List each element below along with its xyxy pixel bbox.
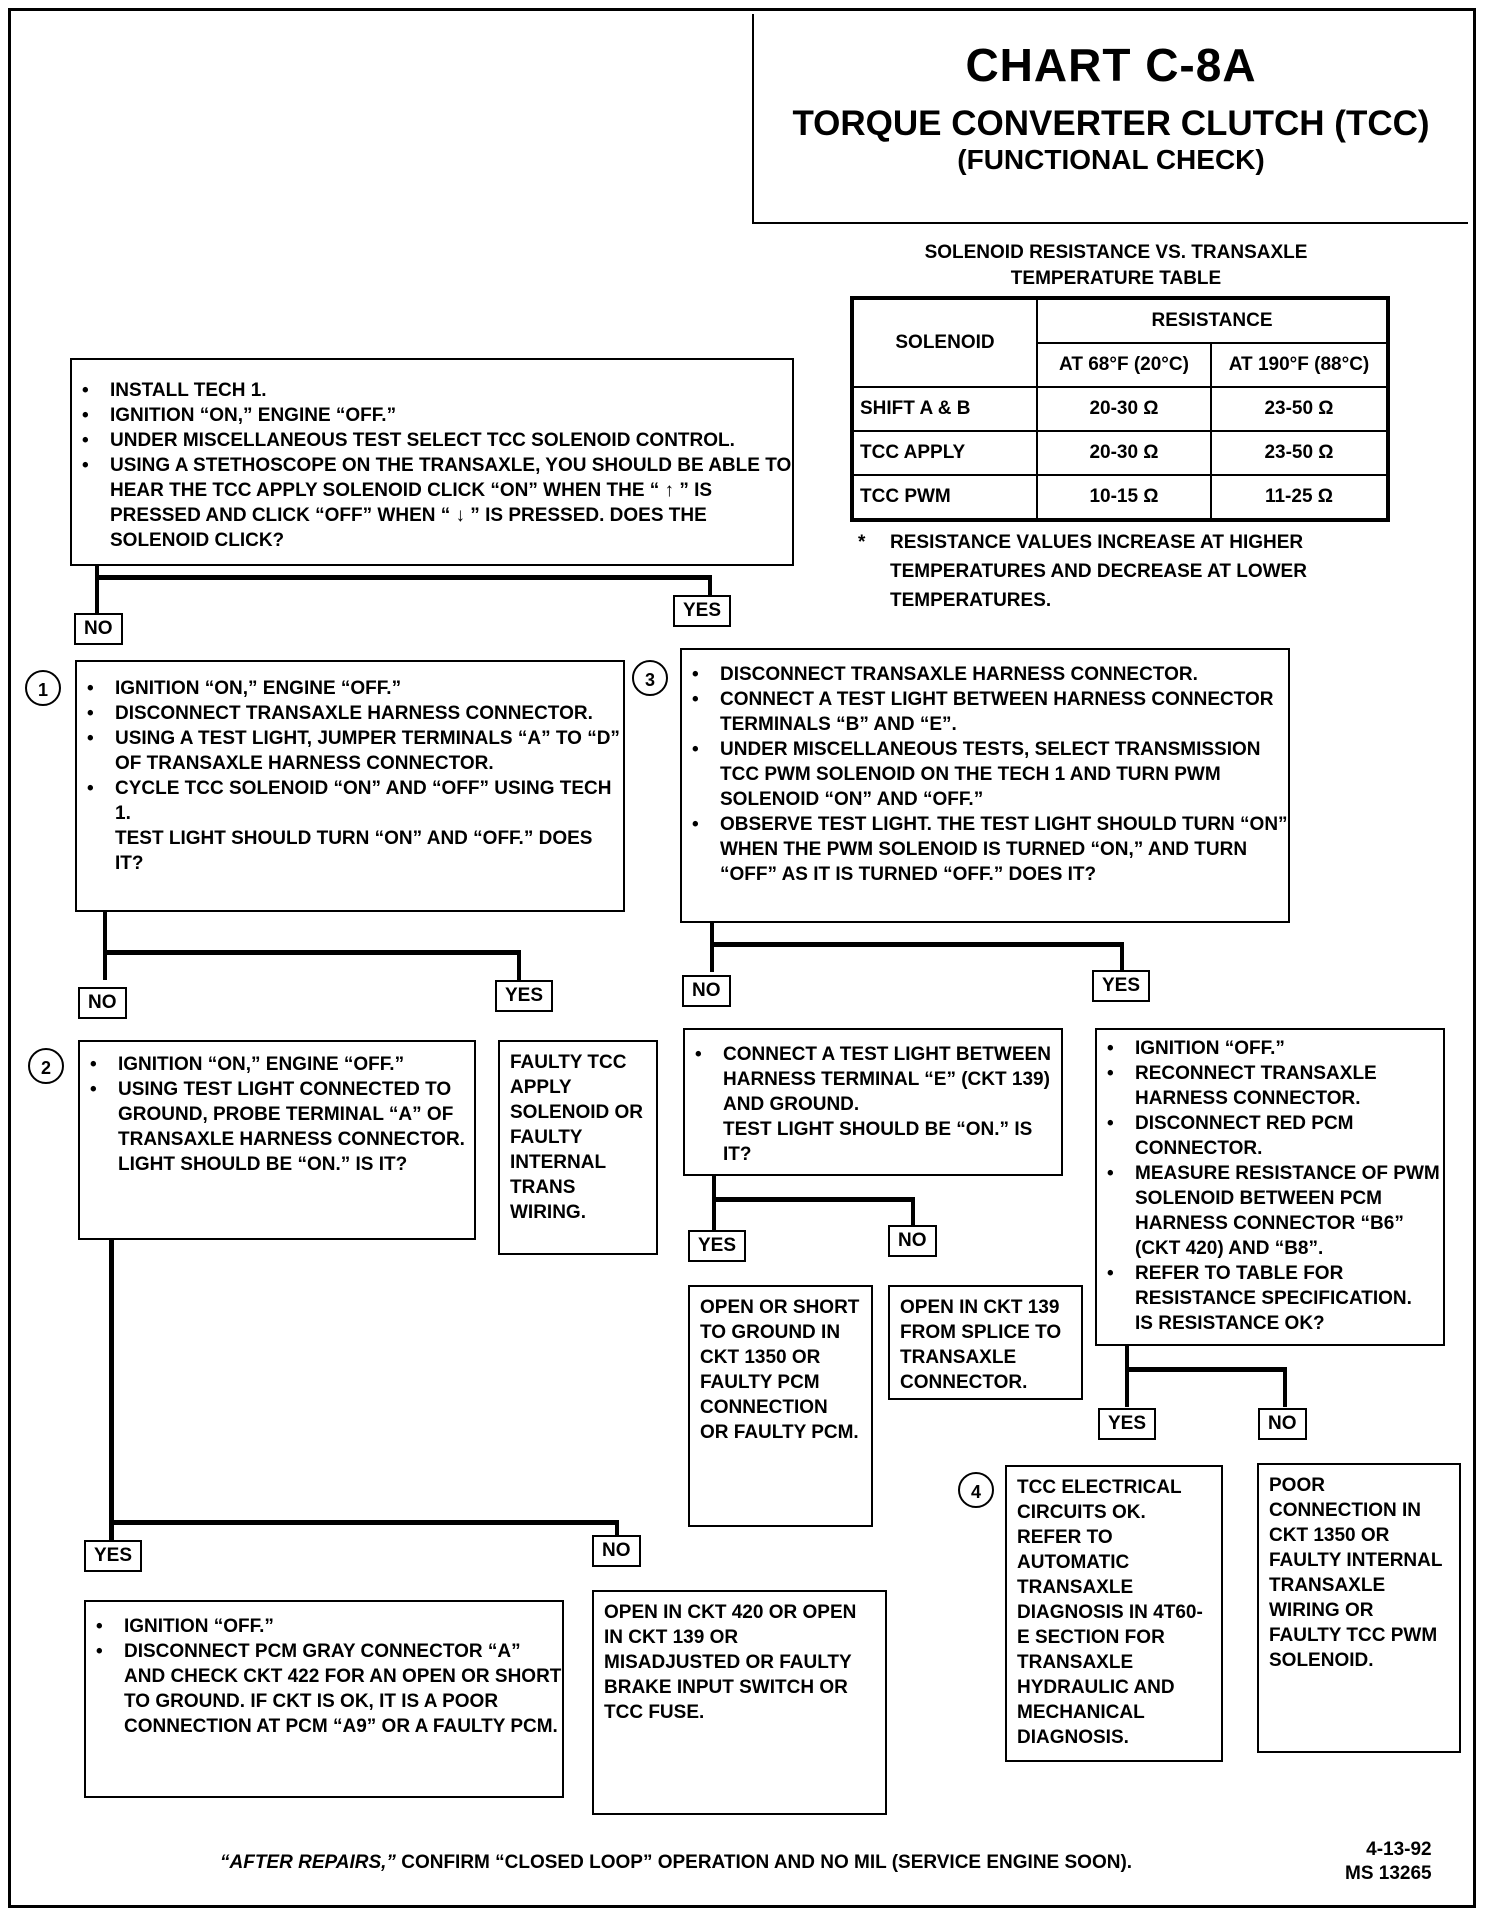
connector-line — [1125, 1345, 1129, 1407]
connector-line — [109, 1240, 114, 1545]
no-label: NO — [74, 613, 123, 645]
faulty-apply-box: FAULTY TCC APPLY SOLENOID OR FAULTY INTERNAL TRANS WIRING. — [498, 1040, 658, 1255]
connector-line — [1125, 1367, 1287, 1372]
no-label: NO — [1258, 1408, 1307, 1440]
title-block — [752, 14, 1468, 224]
date-code: 4-13-92 MS 13265 — [1345, 1839, 1432, 1884]
open-420-box: OPEN IN CKT 420 OR OPEN IN CKT 139 OR MISADJUSTED OR FAULTY BRAKE INPUT SWITCH OR TCC FUSE. — [592, 1590, 887, 1815]
header-resistance: RESISTANCE — [1037, 298, 1388, 343]
header-190: AT 190°F (88°C) — [1211, 343, 1388, 387]
table-note: * RESISTANCE VALUES INCREASE AT HIGHER TEMPERATURES AND DECREASE AT LOWER TEMPERATURES. — [858, 532, 1307, 611]
connect-light-box: • CONNECT A TEST LIGHT BETWEEN HARNESS TERMINAL “E” (CKT 139) AND GROUND. TEST LIGHT SHOULD BE “ON.” IS IT? — [683, 1028, 1063, 1176]
chart-subtitle: (FUNCTIONAL CHECK) — [957, 144, 1265, 175]
step-number: 4 — [958, 1472, 994, 1508]
open-139-box: OPEN IN CKT 139 FROM SPLICE TO TRANSAXLE CONNECTOR. — [888, 1285, 1083, 1400]
open-short-box: OPEN OR SHORT TO GROUND IN CKT 1350 OR FAULTY PCM CONNECTION OR FAULTY PCM. — [688, 1285, 873, 1527]
chart-number: CHART C-8A — [965, 39, 1257, 91]
step3-box: • DISCONNECT TRANSAXLE HARNESS CONNECTOR. • CONNECT A TEST LIGHT BETWEEN HARNESS CONNECTOR TERMINALS “B” AND “E”. • UNDER MISCELLANEOUS TESTS, SELECT TRANSMISSION TCC PWM SOLENOID ON THE TECH 1 AND TURN PWM SOLENOID “ON” AND “OFF.” • OBSERVE TEST LIGHT. THE TEST LIGHT SHOULD TURN “ON” WHEN THE PWM SOLENOID IS TURNED “ON,” AND TURN “OFF” AS IT IS TURNED “OFF.” DOES IT? — [680, 648, 1290, 923]
no-label: NO — [592, 1535, 641, 1567]
measure-box: • IGNITION “OFF.” • RECONNECT TRANSAXLE HARNESS CONNECTOR. • DISCONNECT RED PCM CONNECTOR. • MEASURE RESISTANCE OF PWM SOLENOID BETWEEN PCM HARNESS CONNECTOR “B6” (CKT 420) AND “B8”. • REFER TO TABLE FOR RESISTANCE SPECIFICATION. IS RESISTANCE OK? — [1095, 1028, 1445, 1346]
connector-line — [712, 1197, 915, 1202]
connector-line — [517, 950, 521, 980]
header-solenoid: SOLENOID — [852, 298, 1037, 387]
step-number: 2 — [28, 1048, 64, 1084]
yes-label: YES — [1098, 1408, 1156, 1440]
connector-line — [712, 1175, 716, 1237]
table-row: TCC PWM 10-15 Ω 11-25 Ω — [852, 475, 1388, 520]
step1-box: • IGNITION “ON,” ENGINE “OFF.” • DISCONNECT TRANSAXLE HARNESS CONNECTOR. • USING A TEST LIGHT, JUMPER TERMINALS “A” TO “D” OF TRANSAXLE HARNESS CONNECTOR. • CYCLE TCC SOLENOID “ON” AND “OFF” USING TECH 1. TEST LIGHT SHOULD TURN “ON” AND “OFF.” DOES IT? — [75, 660, 625, 912]
yes-label: YES — [673, 595, 731, 627]
connector-line — [708, 575, 712, 595]
chart-title: TORQUE CONVERTER CLUTCH (TCC) — [792, 104, 1430, 143]
table-row: SHIFT A & B 20-30 Ω 23-50 Ω — [852, 387, 1388, 431]
connector-line — [710, 942, 1124, 947]
connector-line — [109, 1520, 619, 1525]
no-label: NO — [78, 987, 127, 1019]
table-row: TCC APPLY 20-30 Ω 23-50 Ω — [852, 431, 1388, 475]
start-box: • INSTALL TECH 1. • IGNITION “ON,” ENGINE “OFF.” • UNDER MISCELLANEOUS TEST SELECT TCC SOLENOID CONTROL. • USING A STETHOSCOPE ON THE TRANSAXLE, YOU SHOULD BE ABLE TO HEAR THE TCC APPLY SOLENOID CLICK “ON” WHEN THE “ ↑ ” IS PRESSED AND CLICK “OFF” WHEN “ ↓ ” IS PRESSED. DOES THE SOLENOID CLICK? — [70, 358, 794, 566]
footer-note: “AFTER REPAIRS,” CONFIRM “CLOSED LOOP” OPERATION AND NO MIL (SERVICE ENGINE SOON). — [220, 1852, 1133, 1873]
yes-label: YES — [495, 980, 553, 1012]
resistance-table — [850, 296, 1390, 522]
tcc-ok-box: TCC ELECTRICAL CIRCUITS OK. REFER TO AUTOMATIC TRANSAXLE DIAGNOSIS IN 4T60-E SECTION FOR TRANSAXLE HYDRAULIC AND MECHANICAL DIAGNOSIS. — [1005, 1465, 1223, 1762]
poor-connection-box: POOR CONNECTION IN CKT 1350 OR FAULTY INTERNAL TRANSAXLE WIRING OR FAULTY TCC PWM SOLENOID. — [1257, 1463, 1461, 1753]
connector-line — [710, 922, 714, 972]
connector-line — [911, 1197, 915, 1227]
yes-label: YES — [1092, 970, 1150, 1002]
table-caption: SOLENOID RESISTANCE VS. TRANSAXLE TEMPERATURE TABLE — [924, 242, 1308, 289]
gray-connector-box: • IGNITION “OFF.” • DISCONNECT PCM GRAY CONNECTOR “A” AND CHECK CKT 422 FOR AN OPEN OR SHORT TO GROUND. IF CKT IS OK, IT IS A POOR CONNECTION AT PCM “A9” OR A FAULTY PCM. — [84, 1600, 564, 1798]
step-number: 1 — [25, 670, 61, 706]
connector-line — [103, 950, 521, 955]
connector-line — [95, 575, 712, 580]
yes-label: YES — [84, 1540, 142, 1572]
connector-line — [1120, 942, 1124, 972]
header-68: AT 68°F (20°C) — [1037, 343, 1211, 387]
connector-line — [95, 565, 99, 615]
connector-line — [103, 910, 107, 980]
step2-box: • IGNITION “ON,” ENGINE “OFF.” • USING TEST LIGHT CONNECTED TO GROUND, PROBE TERMINAL “A” OF TRANSAXLE HARNESS CONNECTOR. LIGHT SHOULD BE “ON.” IS IT? — [78, 1040, 476, 1240]
step-number: 3 — [632, 660, 668, 696]
connector-line — [1283, 1367, 1287, 1407]
yes-label: YES — [688, 1230, 746, 1262]
no-label: NO — [682, 975, 731, 1007]
no-label: NO — [888, 1225, 937, 1257]
